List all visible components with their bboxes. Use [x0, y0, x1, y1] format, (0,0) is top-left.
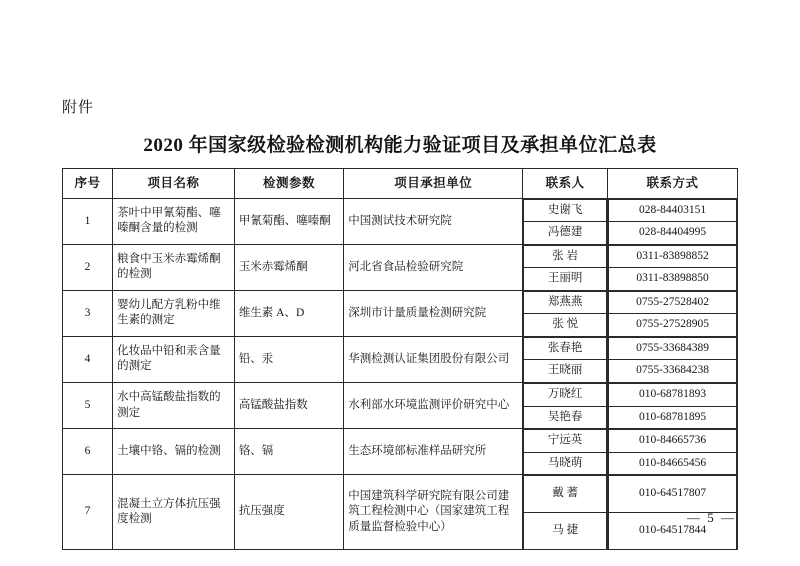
cell-no: 3 [63, 290, 113, 336]
contact-person-value: 史谢飞 [524, 199, 607, 222]
table-header [63, 169, 738, 199]
contact-person-value: 张 岩 [524, 245, 607, 268]
cell-undertaking-unit: 中国测试技术研究院 [344, 198, 523, 244]
contact-method-value: 0311-83898852 [609, 245, 737, 268]
table-row [63, 429, 738, 475]
cell-project-name: 混凝土立方体抗压强度检测 [113, 475, 235, 550]
contact-method-value: 010-64517844 [609, 513, 737, 550]
cell-contact-person [523, 383, 608, 429]
column-header-no: 序号 [63, 169, 113, 199]
cell-project-name: 化妆品中铅和汞含量的测定 [113, 336, 235, 382]
contact-method-value: 0755-27528905 [609, 314, 737, 336]
contact-person-value: 马晓萌 [524, 452, 607, 474]
cell-contact-method [608, 429, 738, 475]
column-header-contact-method: 联系方式 [608, 169, 738, 199]
table-header-row [63, 169, 738, 199]
column-header-undertaking-unit: 项目承担单位 [344, 169, 523, 199]
cell-contact-method [608, 290, 738, 336]
contact-method-value: 0755-27528402 [609, 291, 737, 314]
cell-contact-person [523, 244, 608, 290]
cell-no: 1 [63, 198, 113, 244]
contact-method-value: 010-68781895 [609, 406, 737, 428]
cell-project-name: 水中高锰酸盐指数的测定 [113, 383, 235, 429]
column-header-contact-person: 联系人 [523, 169, 608, 199]
contact-person-value: 张春艳 [524, 337, 607, 360]
attachment-label: 附件 [62, 100, 95, 116]
cell-no: 4 [63, 336, 113, 382]
contact-method-value: 0755-33684389 [609, 337, 737, 360]
contact-person-value: 万晓红 [524, 384, 607, 407]
cell-test-parameter: 铅、汞 [234, 336, 343, 382]
contact-method-value: 0755-33684238 [609, 360, 737, 382]
table-row [63, 475, 738, 550]
contact-method-value: 028-84404995 [609, 222, 737, 244]
contact-method-value: 0311-83898850 [609, 268, 737, 290]
contact-method-value: 010-84665736 [609, 430, 737, 453]
cell-contact-method [608, 383, 738, 429]
contact-method-value: 010-68781893 [609, 384, 737, 407]
column-header-project-name: 项目名称 [113, 169, 235, 199]
contact-person-value: 戴 蓍 [524, 476, 607, 513]
cell-no: 2 [63, 244, 113, 290]
cell-undertaking-unit: 华测检测认证集团股份有限公司 [344, 336, 523, 382]
cell-test-parameter: 铬、镉 [234, 429, 343, 475]
cell-no: 5 [63, 383, 113, 429]
cell-contact-method [608, 244, 738, 290]
cell-project-name: 粮食中玉米赤霉烯酮的检测 [113, 244, 235, 290]
cell-undertaking-unit: 河北省食品检验研究院 [344, 244, 523, 290]
cell-project-name: 土壤中铬、镉的检测 [113, 429, 235, 475]
table-row [63, 290, 738, 336]
cell-no: 6 [63, 429, 113, 475]
column-header-test-parameter: 检测参数 [234, 169, 343, 199]
cell-test-parameter: 高锰酸盐指数 [234, 383, 343, 429]
contact-person-value: 马 捷 [524, 513, 607, 550]
table-body [63, 198, 738, 549]
cell-contact-person [523, 198, 608, 244]
contact-person-value: 王晓丽 [524, 360, 607, 382]
contact-method-value: 010-84665456 [609, 452, 737, 474]
contact-person-value: 郑燕燕 [524, 291, 607, 314]
table-row [63, 244, 738, 290]
contact-method-value: 028-84403151 [609, 199, 737, 222]
contact-person-value: 王丽明 [524, 268, 607, 290]
cell-contact-person [523, 475, 608, 550]
cell-contact-person [523, 336, 608, 382]
table-row [63, 198, 738, 244]
summary-table-container [62, 168, 738, 550]
contact-method-value: 010-64517807 [609, 476, 737, 513]
page-title: 2020 年国家级检验检测机构能力验证项目及承担单位汇总表 [143, 135, 657, 156]
cell-undertaking-unit: 中国建筑科学研究院有限公司建筑工程检测中心（国家建筑工程质量监督检验中心） [344, 475, 523, 550]
table-row [63, 383, 738, 429]
cell-test-parameter: 抗压强度 [234, 475, 343, 550]
summary-table [62, 168, 738, 550]
page-number: — 5 — [687, 510, 736, 525]
cell-contact-method [608, 198, 738, 244]
contact-person-value: 冯德建 [524, 222, 607, 244]
cell-undertaking-unit: 深圳市计量质量检测研究院 [344, 290, 523, 336]
contact-person-value: 张 悦 [524, 314, 607, 336]
cell-undertaking-unit: 生态环境部标准样品研究所 [344, 429, 523, 475]
table-row [63, 336, 738, 382]
cell-test-parameter: 玉米赤霉烯酮 [234, 244, 343, 290]
contact-person-value: 吴艳春 [524, 406, 607, 428]
cell-test-parameter: 维生素 A、D [234, 290, 343, 336]
cell-project-name: 茶叶中甲氰菊酯、噻嗪酮含量的检测 [113, 198, 235, 244]
cell-contact-method [608, 336, 738, 382]
cell-project-name: 婴幼儿配方乳粉中维生素的测定 [113, 290, 235, 336]
cell-contact-person [523, 290, 608, 336]
cell-contact-person [523, 429, 608, 475]
cell-no: 7 [63, 475, 113, 550]
cell-undertaking-unit: 水利部水环境监测评价研究中心 [344, 383, 523, 429]
cell-test-parameter: 甲氰菊酯、噻嗪酮 [234, 198, 343, 244]
contact-person-value: 宁远英 [524, 430, 607, 453]
